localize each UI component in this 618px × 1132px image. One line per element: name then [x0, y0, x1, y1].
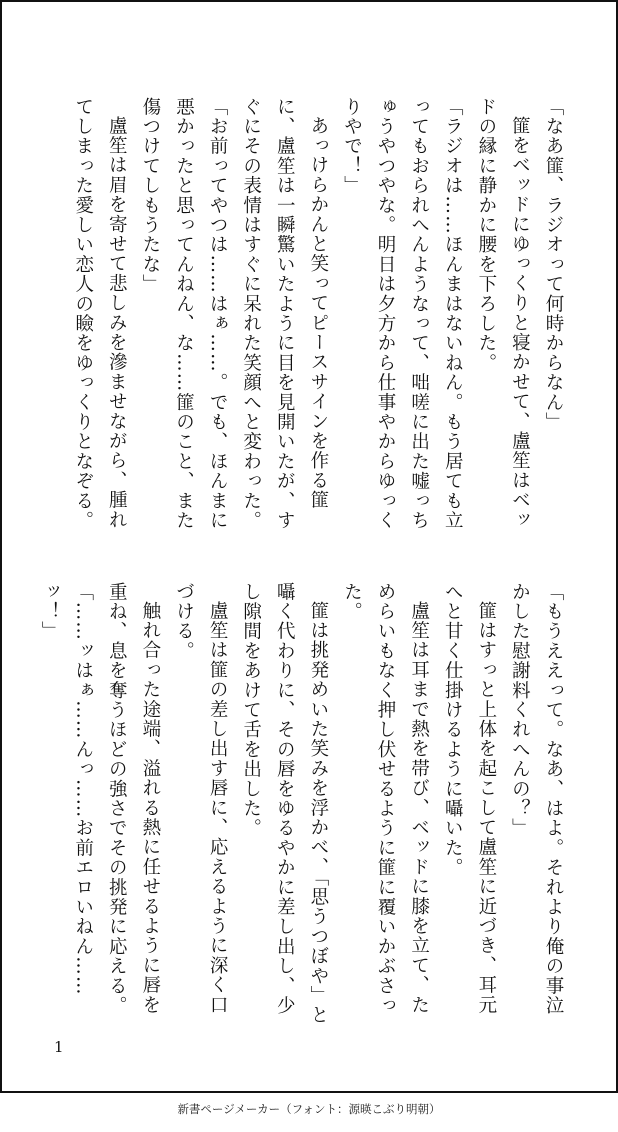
paragraph: 盧笙は眉を寄せて悲しみを滲ませながら、腫れてしまった愛しい恋人の瞼をゆっくりとなぞる。 [72, 97, 128, 531]
paragraph: 「……ッはぁ……んっ……お前エロいねん……ッ！」 [39, 582, 94, 996]
paragraph: 篚をベッドにゆっくりと寝かせて、盧笙はベッドの縁に静かに腰を下ろした。 [475, 97, 531, 530]
paragraph: 「もうええって。なあ、はよ。それより俺の事泣かした慰謝料くれへんの？」 [509, 582, 564, 1016]
paragraph: 篚はすっと上体を起こして盧笙に近づき、耳元へと甘く仕掛けるように囁いた。 [442, 582, 497, 1015]
paragraph: 篚は挑発めいた笑みを浮かべ、「思うつぼや」と囁く代わりに、その唇をゆるやかに差し出し、少し隙間をあけて舌を出した。 [240, 582, 329, 1025]
text-block-bottom [39, 582, 570, 1027]
paragraph: 「ラジオは……ほんまはないねん。もう居ても立ってもおられへんようなって、咄嗟に出た嘘っちゅうやつやな。明日は夕方から仕事やからゆっくりやで！」 [341, 97, 464, 531]
text-block-top [50, 97, 570, 542]
paragraph: 「お前ってやつは……はぁ……。でも、ほんまに悪かったと思ってんねん、な……篚のこと、また傷つけてしもうたな」 [139, 97, 229, 531]
paragraph: あっけらかんと笑ってピースサインを作る篚に、盧笙は一瞬驚いたように目を見開いたが、すぐにその表情はすぐに呆れた笑顔へと変わった。 [240, 97, 329, 531]
footer-credit: 新書ページメーカー（フォント：源暎こぶり明朝） [177, 1102, 441, 1116]
paragraph: 盧笙は耳まで熱を帯び、ベッドに膝を立て、ためらいもなく押し伏せるように篚に覆いかぶさった。 [341, 582, 430, 1016]
page-number: 1 [54, 1038, 64, 1056]
paragraph: 触れ合った途端、溢れる熱に任せるように唇を重ね、息を奪うほどの強さでその挑発に応える。 [106, 582, 161, 1016]
paragraph: 盧笙は篚の差し出す唇に、応えるように深く口づける。 [173, 582, 229, 1015]
paragraph: 「なあ篚、ラジオって何時からなん」 [543, 97, 564, 432]
